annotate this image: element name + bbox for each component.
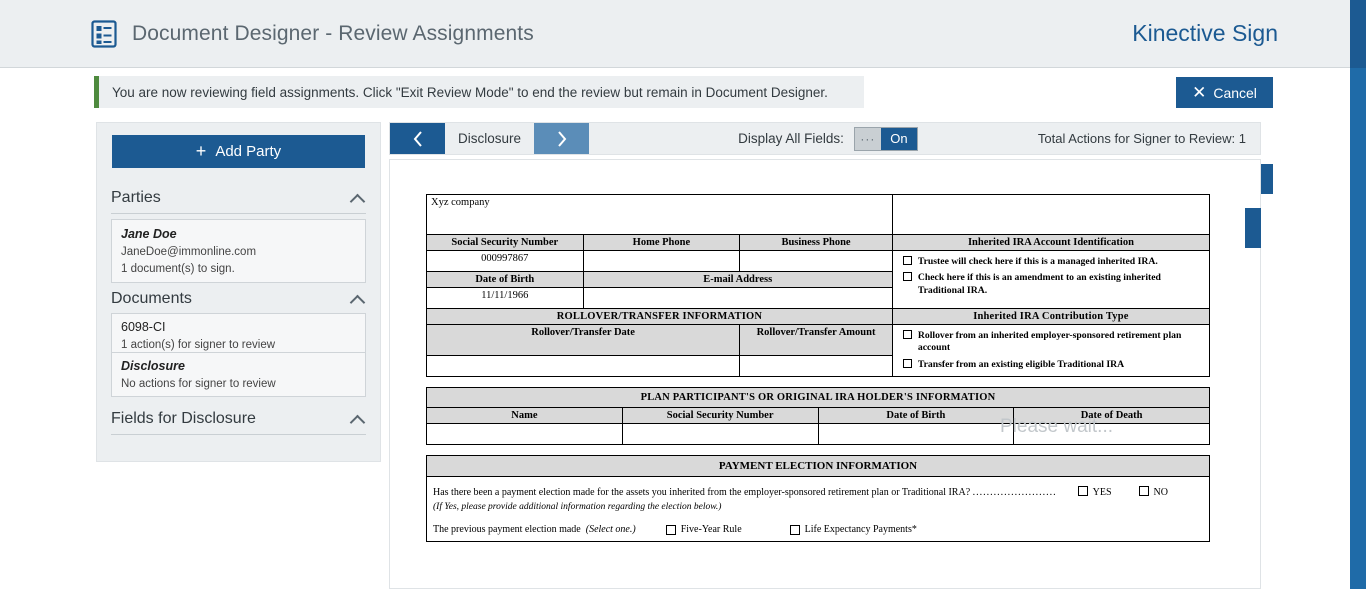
checkbox-label: Trustee will check here if this is a managed inherited IRA. — [917, 256, 1158, 267]
email-value[interactable] — [583, 288, 892, 309]
payment-note: (If Yes, please provide additional information regarding the election below.) — [433, 502, 722, 513]
checkbox-icon-life-expectancy[interactable] — [790, 525, 800, 535]
life-expectancy-label: Life Expectancy Payments* — [804, 524, 917, 536]
sidebar-section-documents-label: Documents — [111, 290, 192, 307]
sidebar-section-fields-for-disclosure[interactable] — [111, 404, 366, 435]
sidebar-section-parties[interactable] — [111, 183, 366, 214]
participant-ssn-value[interactable] — [622, 424, 818, 445]
leader-dots: ........................ — [972, 487, 1057, 499]
next-document-button[interactable] — [534, 123, 589, 154]
toggle-off-segment[interactable]: ··· — [855, 128, 881, 150]
list-item-document-6098ci[interactable] — [111, 313, 366, 357]
page-title: Document Designer - Review Assignments — [132, 21, 534, 45]
five-year-rule-label: Five-Year Rule — [680, 524, 742, 536]
party-name: Jane Doe — [121, 227, 177, 241]
payment-yes-label: YES — [1092, 487, 1112, 499]
rollover-date-value[interactable] — [427, 356, 740, 377]
chevron-up-icon — [352, 295, 366, 304]
participant-dod-header: Date of Death — [1014, 408, 1210, 424]
sidebar-panel — [96, 122, 381, 462]
checkbox-label: Transfer from an existing eligible Traditional IRA — [917, 358, 1125, 370]
business-phone-header: Business Phone — [740, 235, 893, 251]
add-party-button[interactable] — [112, 135, 365, 168]
payment-no-label: NO — [1153, 487, 1168, 499]
chevron-up-icon — [352, 194, 366, 203]
participant-table — [426, 387, 1210, 445]
rollover-amount-value[interactable] — [740, 356, 893, 377]
display-all-fields-toggle[interactable] — [854, 127, 918, 151]
previous-election-hint: (Select one.) — [585, 524, 636, 536]
business-phone-value[interactable] — [740, 251, 893, 272]
chevron-left-icon — [413, 131, 423, 147]
window-scrollbar-track[interactable] — [1350, 68, 1366, 589]
cancel-button-label: Cancel — [1213, 84, 1257, 101]
checkbox-icon-no[interactable] — [1139, 486, 1149, 496]
rollover-transfer-band: ROLLOVER/TRANSFER INFORMATION — [427, 309, 893, 325]
checkbox-row-managed-inherited-ira[interactable] — [899, 254, 1203, 270]
checkbox-icon[interactable] — [903, 256, 912, 265]
review-mode-notice — [94, 76, 864, 108]
document-viewer[interactable] — [389, 159, 1261, 589]
checkbox-row-rollover-employer-plan[interactable] — [899, 328, 1203, 357]
rollover-amount-header: Rollover/Transfer Amount — [740, 325, 893, 356]
payment-question: Has there been a payment election made for the assets you inherited from the employer-sponsored retirement plan or Traditional IRA? — [433, 487, 971, 499]
participant-dob-header: Date of Birth — [818, 408, 1014, 424]
participant-ssn-header: Social Security Number — [622, 408, 818, 424]
participant-name-header: Name — [427, 408, 623, 424]
payment-election-title: PAYMENT ELECTION INFORMATION — [427, 456, 1209, 477]
dob-value[interactable]: 11/11/1966 — [427, 288, 584, 309]
form-top-table — [426, 194, 1210, 377]
chevron-right-icon — [557, 131, 567, 147]
participant-name-value[interactable] — [427, 424, 623, 445]
home-phone-header: Home Phone — [583, 235, 740, 251]
toggle-on-segment[interactable]: On — [881, 128, 917, 150]
loading-text: Please wait... — [1000, 416, 1113, 437]
dob-header: Date of Birth — [427, 272, 584, 288]
ssn-value[interactable]: 000997867 — [427, 251, 584, 272]
checkbox-icon-yes[interactable] — [1078, 486, 1088, 496]
checkbox-icon[interactable] — [903, 272, 912, 281]
document-status: 1 action(s) for signer to review — [121, 339, 276, 351]
email-header: E-mail Address — [583, 272, 892, 288]
checkbox-label: Rollover from an inherited employer-sponsored retirement plan account — [917, 330, 1182, 354]
checkbox-icon[interactable] — [903, 330, 912, 339]
document-toolbar — [389, 122, 1261, 155]
party-card[interactable] — [111, 219, 366, 283]
participant-dob-value[interactable] — [818, 424, 1014, 445]
ssn-header: Social Security Number — [427, 235, 584, 251]
previous-document-button[interactable] — [390, 123, 445, 154]
current-document-label: Disclosure — [458, 131, 522, 146]
inherited-ira-checkbox-group — [892, 251, 1209, 309]
display-all-fields-label: Display All Fields: — [738, 131, 844, 146]
company-name-cell: Xyz company — [427, 195, 893, 235]
party-status: 1 document(s) to sign. — [121, 263, 235, 275]
checkbox-row-transfer-traditional-ira[interactable] — [899, 357, 1203, 373]
contribution-type-checkbox-group — [892, 325, 1209, 377]
document-name: 6098-CI — [121, 320, 166, 334]
payment-election-section — [426, 455, 1210, 542]
list-item-document-disclosure[interactable] — [111, 352, 366, 397]
cancel-button[interactable] — [1176, 77, 1273, 108]
add-party-label: Add Party — [215, 143, 282, 160]
checkbox-icon-five-year-rule[interactable] — [666, 525, 676, 535]
total-actions-label: Total Actions for Signer to Review: 1 — [1037, 131, 1246, 146]
checkbox-row-amendment-existing-ira[interactable] — [899, 270, 1203, 299]
home-phone-value[interactable] — [583, 251, 740, 272]
previous-election-label: The previous payment election made — [433, 524, 581, 536]
checkbox-label: Check here if this is an amendment to an existing inherited Traditional IRA. — [917, 272, 1161, 296]
document-status: No actions for signer to review — [121, 378, 276, 390]
party-email: JaneDoe@immonline.com — [121, 246, 257, 258]
notice-text: You are now reviewing field assignments. Click "Exit Review Mode" to end the review but remain in Document Designer. — [112, 84, 828, 100]
checkbox-icon[interactable] — [903, 359, 912, 368]
document-page — [426, 194, 1210, 542]
participant-dod-value[interactable] — [1014, 424, 1210, 445]
participant-section-title: PLAN PARTICIPANT'S OR ORIGINAL IRA HOLDER'S INFORMATION — [427, 388, 1210, 408]
document-scrollbar-thumb[interactable] — [1245, 208, 1261, 248]
document-list-icon — [90, 19, 118, 49]
sidebar-section-parties-label: Parties — [111, 189, 161, 206]
rollover-date-header: Rollover/Transfer Date — [427, 325, 740, 356]
contribution-type-band: Inherited IRA Contribution Type — [892, 309, 1209, 325]
close-icon: ✕ — [1192, 83, 1207, 102]
blank-cell — [892, 195, 1209, 235]
plus-icon: + — [195, 141, 207, 161]
sidebar-section-fields-label: Fields for Disclosure — [111, 410, 256, 427]
sidebar-section-documents[interactable] — [111, 284, 366, 315]
brand-logo: Kinective Sign — [1132, 20, 1278, 46]
inherited-ira-account-id-header: Inherited IRA Account Identification — [892, 235, 1209, 251]
document-name: Disclosure — [121, 359, 185, 373]
chevron-up-icon — [352, 415, 366, 424]
